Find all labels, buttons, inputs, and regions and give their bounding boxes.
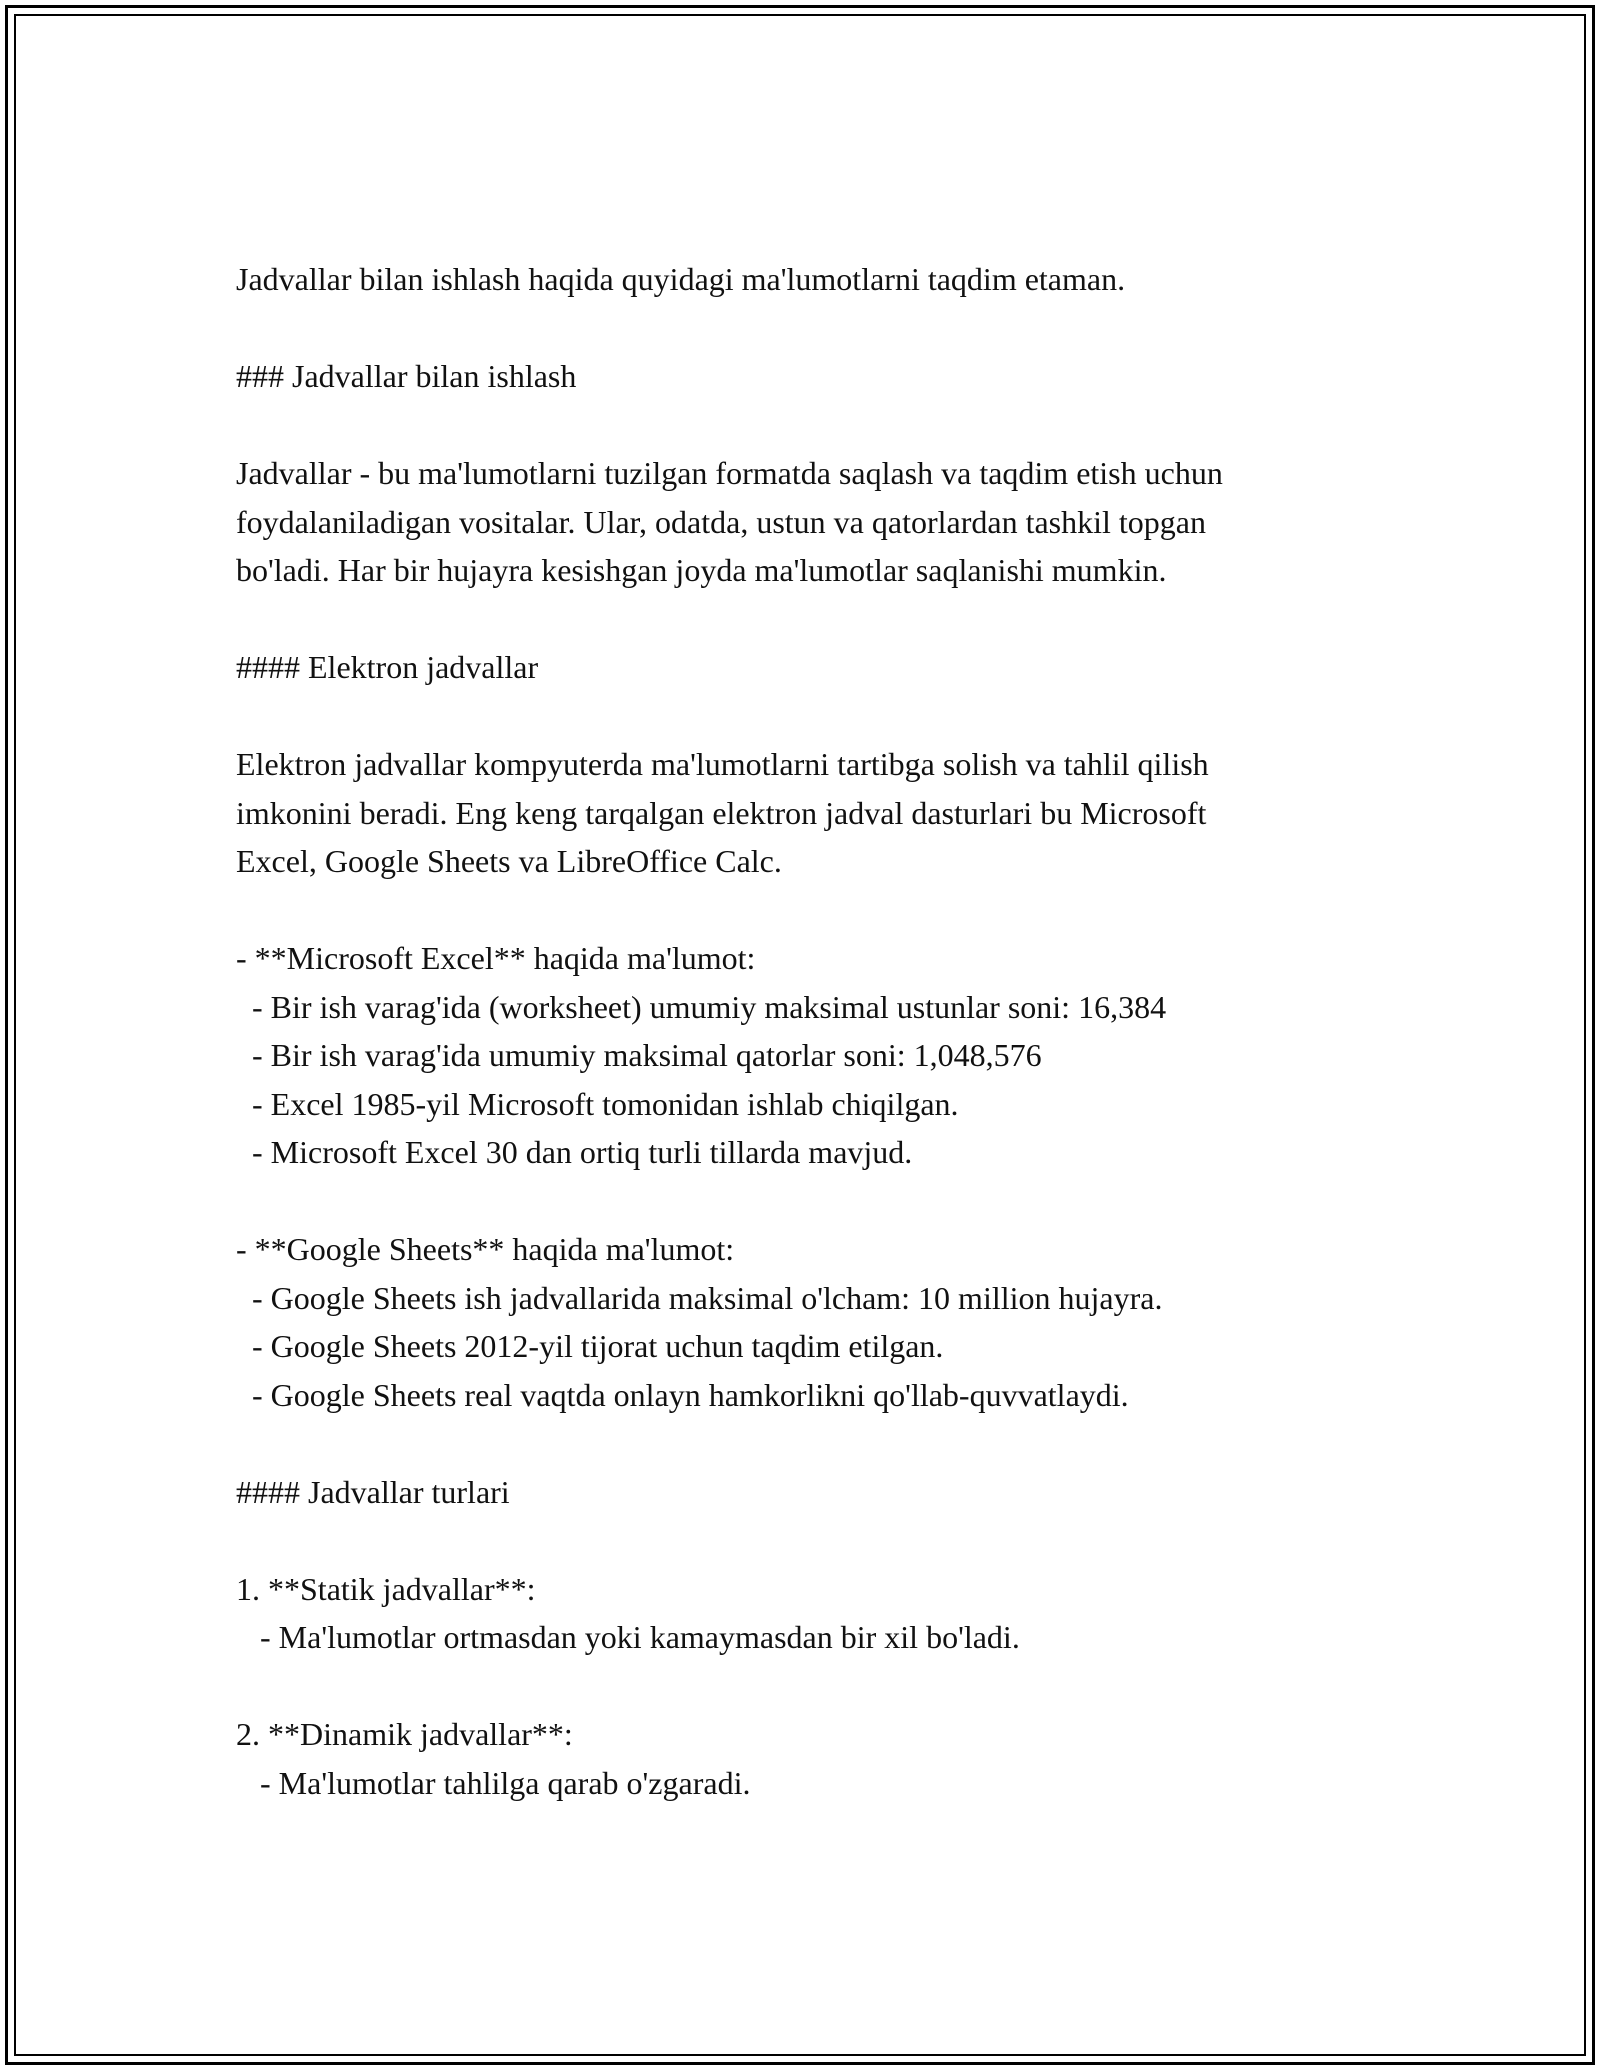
list-item: - Google Sheets ish jadvallarida maksimal o'lcham: 10 million hujayra. xyxy=(236,1279,1163,1316)
spacer xyxy=(236,1177,1436,1226)
spacer xyxy=(236,1662,1436,1711)
list-item: - Microsoft Excel 30 dan ortiq turli tillarda mavjud. xyxy=(236,1134,913,1170)
paragraph-line: foydalaniladigan vositalar. Ular, odatda, ustun va qatorlardan tashkil topgan xyxy=(236,503,1206,540)
type-title-dynamic: 2. **Dinamik jadvallar**: xyxy=(236,1716,573,1752)
list-item: - Excel 1985-yil Microsoft tomonidan ishlab chiqilgan. xyxy=(236,1085,959,1122)
paragraph-line: Elektron jadvallar kompyuterda ma'lumotlarni tartibga solish va tahlil qilish xyxy=(236,746,1209,782)
paragraph-line: bo'ladi. Har bir hujayra kesishgan joyda ma'lumotlar saqlanishi mumkin. xyxy=(236,552,1167,588)
spacer xyxy=(236,1419,1436,1468)
type-desc-static: - Ma'lumotlar ortmasdan yoki kamaymasdan bir xil bo'ladi. xyxy=(236,1619,1020,1655)
types-list xyxy=(236,1565,1436,1808)
type-desc-dynamic: - Ma'lumotlar tahlilga qarab o'zgaradi. xyxy=(236,1764,751,1801)
subheading-types: #### Jadvallar turlari xyxy=(236,1473,510,1510)
paragraph-line: Jadvallar - bu ma'lumotlarni tuzilgan formatda saqlash va taqdim etish uchun xyxy=(236,455,1223,491)
spacer xyxy=(236,692,1436,741)
excel-list-title: - **Microsoft Excel** haqida ma'lumot: xyxy=(236,940,756,976)
paragraph-electronic xyxy=(236,740,1436,886)
spacer xyxy=(236,304,1436,353)
spacer xyxy=(236,595,1436,644)
list-item: - Google Sheets 2012-yil tijorat uchun taqdim etilgan. xyxy=(236,1328,944,1364)
sheets-info-list xyxy=(236,1225,1436,1419)
spacer xyxy=(236,886,1436,935)
sheets-list-title: - **Google Sheets** haqida ma'lumot: xyxy=(236,1231,735,1267)
subheading-electronic: #### Elektron jadvallar xyxy=(236,649,539,685)
list-item: - Bir ish varag'ida umumiy maksimal qatorlar soni: 1,048,576 xyxy=(236,1037,1042,1073)
paragraph-definition xyxy=(236,449,1436,595)
type-title-static: 1. **Statik jadvallar**: xyxy=(236,1570,536,1607)
excel-info-list xyxy=(236,934,1436,1177)
spacer xyxy=(236,401,1436,450)
list-item: - Bir ish varag'ida (worksheet) umumiy maksimal ustunlar soni: 16,384 xyxy=(236,988,1167,1025)
paragraph-line: imkonini beradi. Eng keng tarqalgan elektron jadval dasturlari bu Microsoft xyxy=(236,794,1207,831)
list-item: - Google Sheets real vaqtda onlayn hamkorlikni qo'llab-quvvatlaydi. xyxy=(236,1376,1129,1413)
intro-text: Jadvallar bilan ishlash haqida quyidagi ma'lumotlarni taqdim etaman. xyxy=(236,261,1126,297)
paragraph-line: Excel, Google Sheets va LibreOffice Calc. xyxy=(236,843,782,879)
document-body xyxy=(236,255,1436,1807)
main-heading: ### Jadvallar bilan ishlash xyxy=(236,358,577,394)
spacer xyxy=(236,1516,1436,1565)
